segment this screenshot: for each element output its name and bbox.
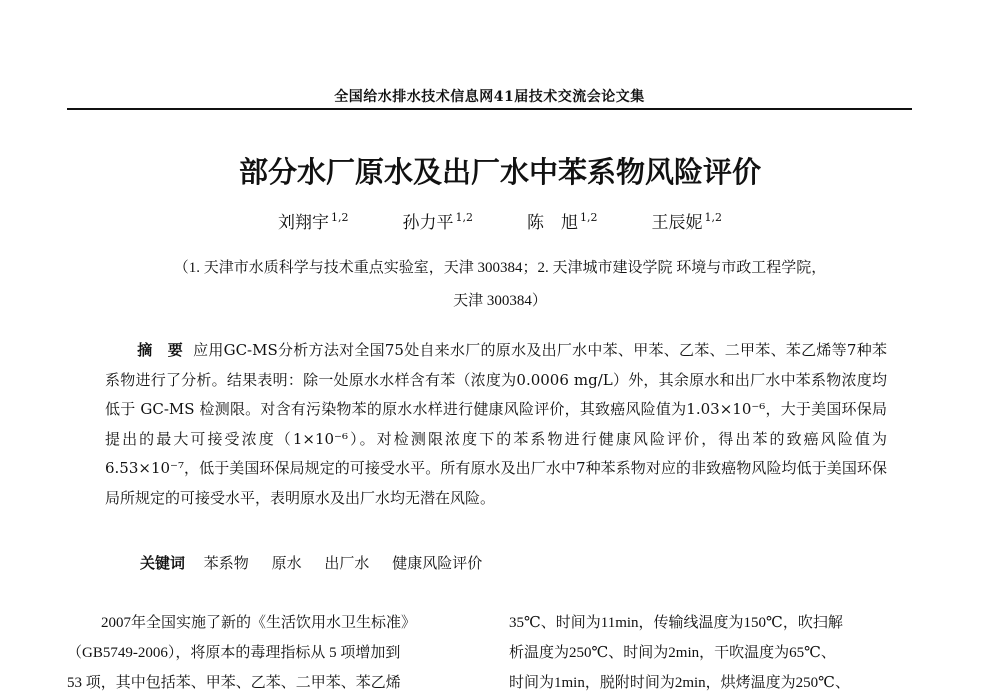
abstract-text: 应用GC-MS分析方法对全国75处自来水厂的原水及出厂水中苯、甲苯、乙苯、二甲苯、苯乙烯等7种苯系物进行了分析。结果表明：除一处原水水样含有苯（浓度为0.0006 mg/L）外，其余原水和出厂水中苯系物浓度均低于 GC-MS 检测限。对含有污染物苯的原水水样进行健康风险评价，其致癌风险值为1.03×10⁻⁶，大于美国环保局提出的最大可接受浓度（1×10⁻⁶）。对检测限浓度下的苯系物进行健康风险评价，得出苯的致癌风险值为6.53×10⁻⁷，低于美国环保局规定的可接受水平。所有原水及出厂水中7种苯系物对应的非致癌物风险均低于美国环保局所规定的可接受水平，表明原水及出厂水均无潜在风险。 <box>105 341 887 507</box>
body-right-column <box>509 608 912 698</box>
author-1 <box>278 208 349 233</box>
keywords-label: 关键词 <box>140 554 186 572</box>
author-list <box>0 208 1000 233</box>
author-4 <box>652 208 723 233</box>
keyword: 出厂水 <box>324 554 370 572</box>
keyword: 原水 <box>271 554 302 572</box>
header-rule <box>67 108 912 110</box>
author-affiliation-mark: 1,2 <box>331 211 349 224</box>
body-left-column <box>67 608 479 698</box>
keyword: 苯系物 <box>203 554 249 572</box>
author-2 <box>403 208 474 233</box>
running-head: 全国给水排水技术信息网41届技术交流会论文集 <box>334 89 645 105</box>
body-text-line: 时间为1min，脱附时间为2min，烘烤温度为250℃、 <box>509 675 850 691</box>
author-affiliation-mark: 1,2 <box>704 211 722 224</box>
author-name: 孙力平 <box>402 213 454 233</box>
author-name: 陈 旭 <box>527 213 578 233</box>
author-affiliation-mark: 1,2 <box>455 211 473 224</box>
body-text-line: 2007年全国实施了新的《生活饮用水卫生标准》 <box>101 615 417 631</box>
abstract-label: 摘 要 <box>137 341 184 359</box>
affiliation-line-1: （1. 天津市水质科学与技术重点实验室，天津 300384；2. 天津城市建设学院 环境与市政工程学院， <box>173 260 827 276</box>
body-text-line: （GB5749-2006），将原本的毒理指标从 5 项增加到 <box>67 645 401 661</box>
body-text-line: 析温度为250℃、时间为2min，干吹温度为65℃、 <box>509 645 836 661</box>
author-name: 刘翔宇 <box>278 213 329 233</box>
keyword: 健康风险评价 <box>392 554 483 572</box>
body-text-line: 53 项，其中包括苯、甲苯、乙苯、二甲苯、苯乙烯 <box>67 675 401 691</box>
affiliation-line-2: 天津 300384） <box>453 293 547 309</box>
paper-title: 部分水厂原水及出厂水中苯系物风险评价 <box>238 155 761 189</box>
author-affiliation-mark: 1,2 <box>580 211 598 224</box>
author-name: 王辰妮 <box>651 213 703 233</box>
abstract <box>105 336 887 513</box>
body-text-line: 35℃、时间为11min，传输线温度为150℃，吹扫解 <box>509 615 843 631</box>
author-3 <box>527 208 598 233</box>
keywords <box>140 552 500 573</box>
